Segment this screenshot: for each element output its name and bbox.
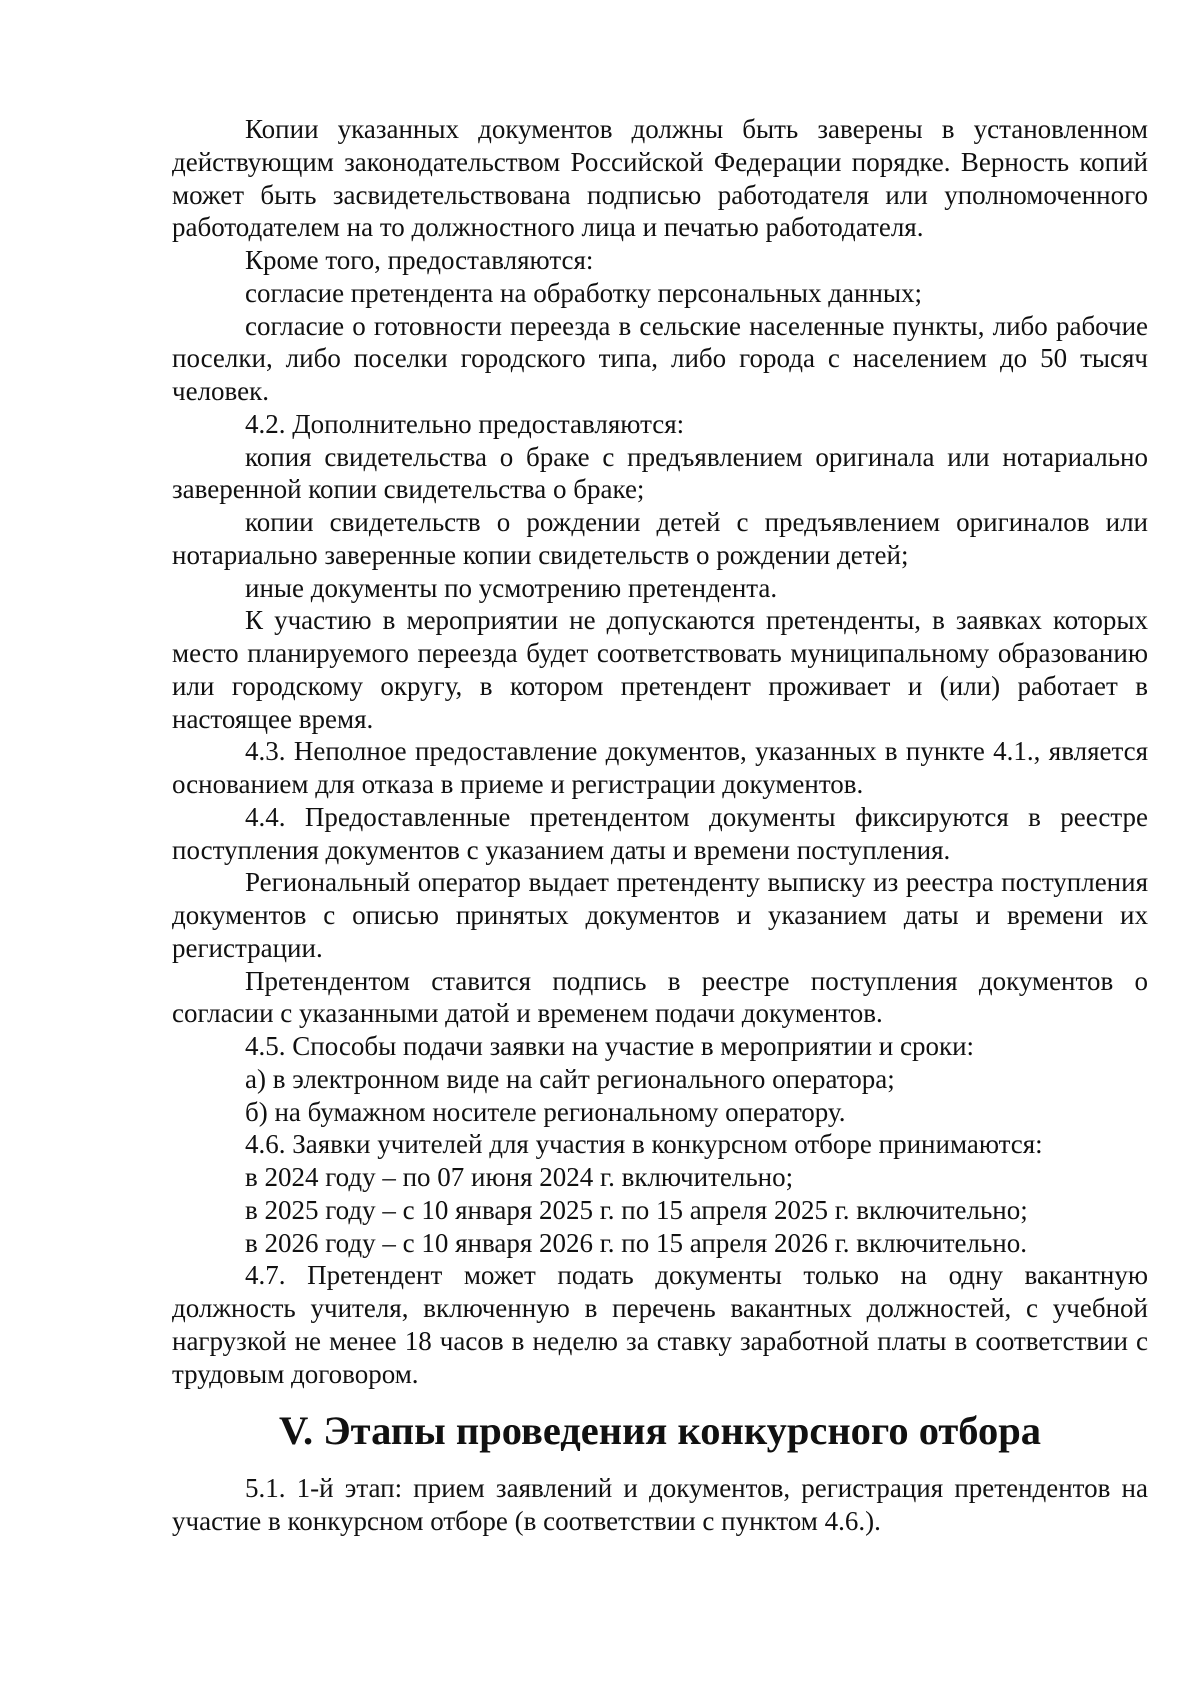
paragraph-4-4: 4.4. Предоставленные претендентом документы фиксируются в реестре поступления документов с указанием даты и времени поступления. [172, 801, 1148, 865]
document-body [172, 113, 1148, 1538]
paragraph-4-5: 4.5. Способы подачи заявки на участие в мероприятии и сроки: [245, 1031, 975, 1061]
section-heading: V. Этапы проведения конкурсного отбора [278, 1408, 1042, 1454]
paragraph-birth-certificates: копии свидетельств о рождении детей с предъявлением оригиналов или нотариально заверенные копии свидетельств о рождении детей; [172, 507, 1148, 570]
paragraph-personal-data-consent: согласие претендента на обработку персональных данных; [245, 277, 923, 308]
paragraph-option-a: а) в электронном виде на сайт регионального оператора; [245, 1063, 895, 1094]
paragraph-signature: Претендентом ставится подпись в реестре поступления документов о согласии с указанными датой и временем подачи документов. [172, 965, 1148, 1029]
paragraph-marriage-certificate: копия свидетельства о браке с предъявлением оригинала или нотариально заверенной копии свидетельства о браке; [172, 441, 1148, 505]
paragraph-4-6: 4.6. Заявки учителей для участия в конкурсном отборе принимаются: [245, 1129, 1043, 1160]
paragraph-deadline-2025: в 2025 году – с 10 января 2025 г. по 15 апреля 2025 г. включительно; [245, 1194, 1028, 1225]
paragraph-also-provided: Кроме того, предоставляются: [245, 245, 594, 275]
paragraph-copies-certification: Копии указанных документов должны быть заверены в установленном действующим законодательством Российской Федерации порядке. Верность копий может быть засвидетельствована подписью работодателя или уполномоченного работодателем на то должностного лица и печатью работодателя. [172, 114, 1148, 243]
paragraph-4-2: 4.2. Дополнительно предоставляются: [245, 408, 685, 439]
paragraph-registry-extract: Региональный оператор выдает претенденту выписку из реестра поступления документов с описью принятых документов и указанием даты и времени их регистрации. [172, 867, 1148, 963]
paragraph-deadline-2026: в 2026 году – с 10 января 2026 г. по 15 апреля 2026 г. включительно. [245, 1227, 1027, 1258]
paragraph-option-b: б) на бумажном носителе региональному оператору. [245, 1096, 846, 1127]
paragraph-deadline-2024: в 2024 году – по 07 июня 2024 г. включительно; [245, 1162, 794, 1192]
paragraph-other-documents: иные документы по усмотрению претендента. [245, 572, 778, 603]
paragraph-relocation-consent: согласие о готовности переезда в сельские населенные пункты, либо рабочие поселки, либо поселки городского типа, либо города с населением до 50 тысяч человек. [172, 310, 1148, 406]
paragraph-not-admitted: К участию в мероприятии не допускаются претенденты, в заявках которых место планируемого переезда будет соответствовать муниципальному образованию или городскому округу, в котором претендент проживает и (или) работает в настоящее время. [172, 605, 1148, 734]
paragraph-4-7: 4.7. Претендент может подать документы только на одну вакантную должность учителя, включенную в перечень вакантных должностей, с учебной нагрузкой не менее 18 часов в неделю за ставку заработной платы в соответствии с трудовым договором. [172, 1260, 1148, 1389]
paragraph-5-1: 5.1. 1-й этап: прием заявлений и документов, регистрация претендентов на участие в конкурсном отборе (в соответствии с пунктом 4.6.). [172, 1473, 1148, 1536]
paragraph-4-3: 4.3. Неполное предоставление документов, указанных в пункте 4.1., является основанием для отказа в приеме и регистрации документов. [172, 736, 1148, 799]
